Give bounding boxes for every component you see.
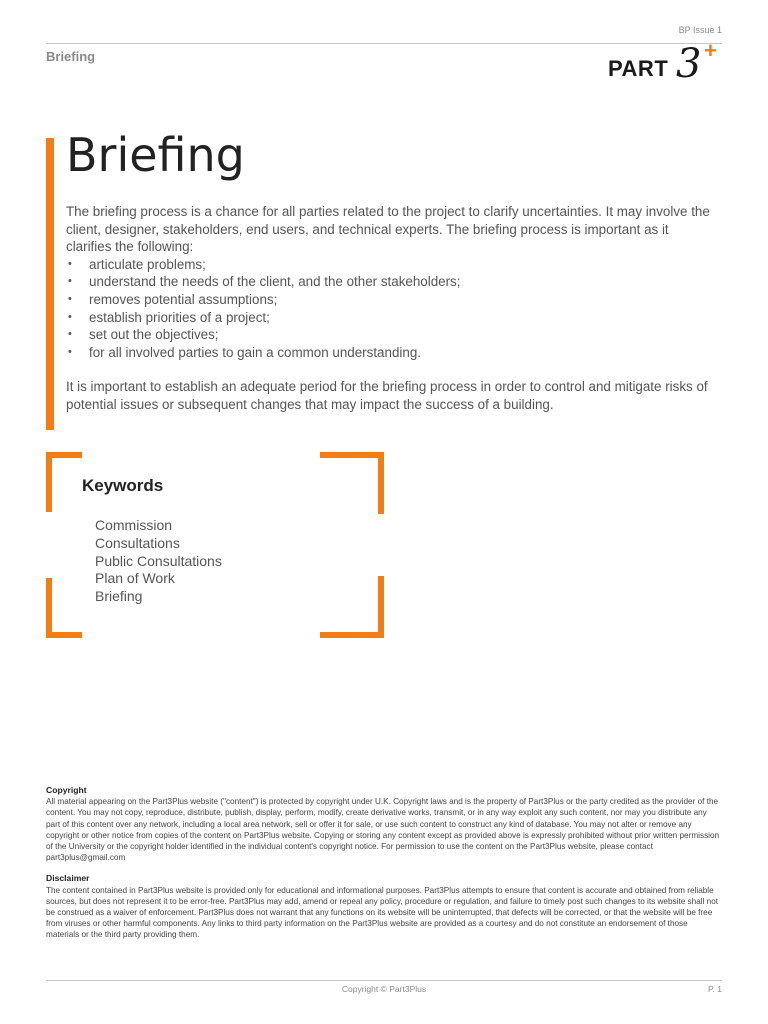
corner-bracket-top-right	[320, 452, 384, 514]
keyword-item: Plan of Work	[95, 570, 175, 587]
body-text	[66, 203, 716, 414]
bullet-list	[66, 256, 716, 362]
bullet-item: • removes potential assumptions;	[66, 291, 716, 309]
bullet-item: • understand the needs of the client, and the other stakeholders;	[66, 273, 716, 291]
corner-bracket-bottom-right	[320, 576, 384, 638]
part3plus-logo	[604, 38, 722, 98]
keywords-list	[95, 517, 222, 606]
issue-label: BP Issue 1	[678, 25, 722, 35]
page-title: Briefing	[66, 128, 245, 182]
bullet-item: • establish priorities of a project;	[66, 309, 716, 327]
legal-section	[46, 785, 722, 941]
keyword-item: Consultations	[95, 534, 180, 551]
keywords-title: Keywords	[82, 476, 164, 495]
keywords-box	[46, 452, 384, 638]
logo-plus-icon: +	[704, 38, 717, 63]
title-accent-bar	[46, 138, 54, 430]
footer-copyright: Copyright © Part3Plus	[341, 984, 427, 994]
logo-digit: 3	[676, 41, 702, 87]
keyword-item: Commission	[95, 517, 173, 533]
keyword-item: Public Consultations	[95, 552, 222, 569]
disclaimer-text: The content contained in Part3Plus website is provided only for educational and informational purposes. Part3Plus attempts to ensure that content is accurate and obtained from reliable sources, but does not represent it to be error-free. Part3Plus may add, amend or repeal any policy, procedure or regulation, and failure to timely post such changes to its website shall not be construed as a waiver of enforcement. Part3Plus does not warrant that any functions on its website will be uninterrupted, that defects will be corrected, or that the website will be free from viruses or other harmful components. Any links to third party information on the Part3Plus website are provided as a courtesy and do not constitute an endorsement of those materials or the third party providing them.	[46, 885, 719, 940]
corner-bracket-top-left	[46, 452, 82, 512]
disclaimer-heading: Disclaimer	[46, 873, 90, 884]
bullet-item: • set out the objectives;	[66, 326, 716, 344]
footer-divider	[46, 980, 722, 981]
header-divider	[46, 43, 722, 44]
corner-bracket-bottom-left	[46, 578, 82, 638]
copyright-heading: Copyright	[46, 785, 87, 795]
bullet-item: • articulate problems;	[66, 256, 716, 274]
logo-text: PART	[608, 56, 669, 81]
copyright-text: All material appearing on the Part3Plus website ("content") is protected by copyright under U.K. Copyright laws and is the property of Part3Plus or the party credited as the provider of the content. You may not copy, reproduce, distribute, publish, display, perform, modify, create derivative works, transmit, or in any way exploit any such content, nor may you distribute any part of this content over any network, including a local area network, sell or offer it for sale, or use such content to construct any kind of database. You may not alter or remove any copyright or other notice from copies of the content on Part3Plus website. Copying or storing any content except as provided above is expressly prohibited without prior written permission of the University or the copyright holder identified in the individual content's copyright notice. For permission to use the content on the Part3Plus website, please contact part3plus@gmail.com	[46, 797, 720, 863]
intro-paragraph: The briefing process is a chance for all parties related to the project to clarify uncertainties. It may involve the client, designer, stakeholders, end users, and technical experts. The briefing process is important as it clarifies the following:	[66, 204, 710, 255]
bullet-item: • for all involved parties to gain a common understanding.	[66, 344, 716, 362]
page-number: P. 1	[707, 984, 722, 994]
keyword-item: Briefing	[95, 588, 143, 605]
closing-paragraph: It is important to establish an adequate period for the briefing process in order to control and mitigate risks of potential issues or subsequent changes that may impact the success of a building.	[66, 379, 708, 412]
section-label: Briefing	[46, 49, 96, 64]
